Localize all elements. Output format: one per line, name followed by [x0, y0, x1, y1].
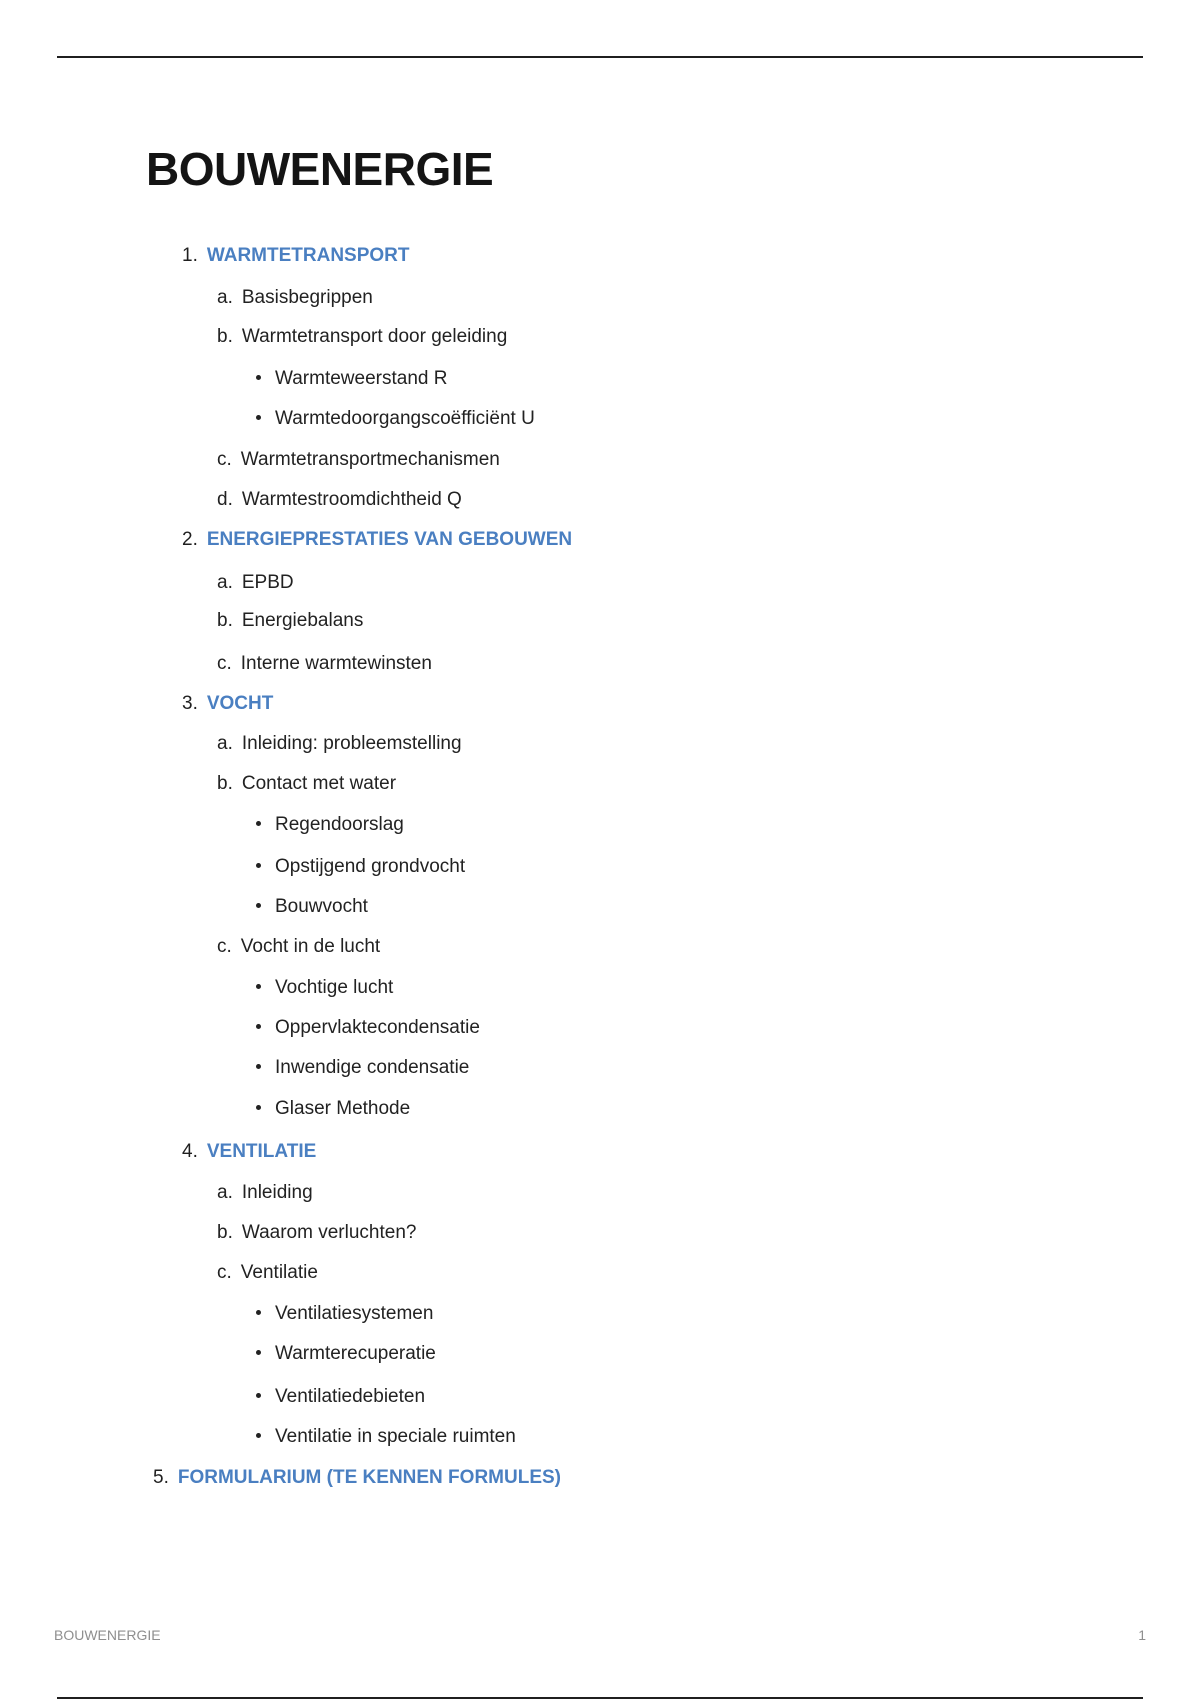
- bullet-icon: [256, 375, 261, 380]
- bullet-icon: [256, 821, 261, 826]
- toc-item[interactable]: [217, 653, 432, 675]
- toc-letter: c.: [217, 1262, 232, 1283]
- toc-letter: a.: [217, 572, 233, 593]
- toc-section-title: FORMULARIUM (TE KENNEN FORMULES): [177, 1467, 561, 1488]
- toc-letter: b.: [217, 326, 233, 347]
- toc-subitem[interactable]: [256, 1303, 433, 1325]
- bullet-icon: [256, 1105, 261, 1110]
- toc-letter: c.: [217, 653, 232, 674]
- toc-item[interactable]: [217, 773, 396, 795]
- toc-subitem[interactable]: [256, 1017, 480, 1039]
- toc-letter: b.: [217, 773, 233, 794]
- toc-item-label: Ventilatie: [240, 1262, 318, 1283]
- toc-item[interactable]: [217, 489, 462, 511]
- toc-letter: a.: [217, 733, 233, 754]
- toc-subitem-label: Warmteweerstand R: [275, 368, 448, 389]
- toc-subitem-label: Ventilatiedebieten: [275, 1386, 426, 1407]
- toc-item-label: Contact met water: [241, 773, 397, 794]
- toc-subitem-label: Ventilatiesystemen: [275, 1303, 434, 1324]
- toc-item-label: Inleiding: [241, 1182, 313, 1203]
- toc-section-4[interactable]: [182, 1141, 316, 1163]
- toc-section-5[interactable]: [153, 1467, 561, 1489]
- toc-subitem-label: Vochtige lucht: [275, 977, 394, 998]
- toc-letter: b.: [217, 1222, 233, 1243]
- toc-section-1[interactable]: [182, 245, 410, 267]
- toc-letter: d.: [217, 489, 233, 510]
- toc-subitem[interactable]: [256, 1386, 425, 1408]
- bullet-icon: [256, 415, 261, 420]
- footer-rule: [57, 1697, 1143, 1699]
- toc-section-title: VOCHT: [206, 693, 274, 714]
- bullet-icon: [256, 903, 261, 908]
- bullet-icon: [256, 1433, 261, 1438]
- toc-item-label: Basisbegrippen: [241, 287, 373, 308]
- toc-letter: c.: [217, 449, 232, 470]
- toc-subitem-label: Oppervlaktecondensatie: [275, 1017, 480, 1038]
- toc-item[interactable]: [217, 287, 373, 309]
- toc-item[interactable]: [217, 1262, 318, 1284]
- toc-item-label: Warmtestroomdichtheid Q: [241, 489, 462, 510]
- toc-item[interactable]: [217, 1222, 416, 1244]
- toc-item[interactable]: [217, 326, 507, 348]
- page-number: 1: [1138, 1627, 1146, 1643]
- bullet-icon: [256, 1024, 261, 1029]
- toc-item[interactable]: [217, 936, 380, 958]
- document-title: BOUWENERGIE: [146, 143, 494, 195]
- toc-subitem[interactable]: [256, 856, 465, 878]
- toc-letter: a.: [217, 287, 233, 308]
- toc-subitem[interactable]: [256, 368, 447, 390]
- toc-subitem[interactable]: [256, 1057, 469, 1079]
- toc-item-label: Warmtetransport door geleiding: [241, 326, 508, 347]
- toc-item-label: EPBD: [241, 572, 294, 593]
- bullet-icon: [256, 1350, 261, 1355]
- bullet-icon: [256, 1064, 261, 1069]
- toc-letter: b.: [217, 610, 233, 631]
- toc-subitem-label: Warmtedoorgangscoëfficiënt U: [275, 408, 535, 429]
- toc-subitem-label: Bouwvocht: [275, 896, 368, 917]
- toc-number: 3.: [182, 693, 198, 714]
- toc-subitem[interactable]: [256, 408, 535, 430]
- toc-number: 5.: [153, 1467, 169, 1488]
- toc-item-label: Waarom verluchten?: [241, 1222, 417, 1243]
- bullet-icon: [256, 863, 261, 868]
- toc-item-label: Vocht in de lucht: [240, 936, 381, 957]
- toc-subitem-label: Glaser Methode: [275, 1098, 411, 1119]
- toc-number: 2.: [182, 529, 198, 550]
- toc-section-3[interactable]: [182, 693, 273, 715]
- toc-subitem-label: Inwendige condensatie: [275, 1057, 470, 1078]
- toc-letter: a.: [217, 1182, 233, 1203]
- toc-section-2[interactable]: [182, 529, 572, 551]
- toc-section-title: ENERGIEPRESTATIES VAN GEBOUWEN: [206, 529, 573, 550]
- toc-section-title: WARMTETRANSPORT: [206, 245, 410, 266]
- header-rule: [57, 56, 1143, 58]
- toc-letter: c.: [217, 936, 232, 957]
- toc-item-label: Energiebalans: [241, 610, 364, 631]
- toc-subitem-label: Regendoorslag: [275, 814, 404, 835]
- toc-subitem[interactable]: [256, 977, 393, 999]
- toc-subitem[interactable]: [256, 896, 368, 918]
- bullet-icon: [256, 984, 261, 989]
- toc-subitem[interactable]: [256, 814, 404, 836]
- toc-section-title: VENTILATIE: [206, 1141, 317, 1162]
- toc-subitem-label: Warmterecuperatie: [275, 1343, 436, 1364]
- toc-item[interactable]: [217, 449, 500, 471]
- toc-item[interactable]: [217, 610, 363, 632]
- toc-subitem-label: Ventilatie in speciale ruimten: [275, 1426, 516, 1447]
- toc-subitem[interactable]: [256, 1098, 410, 1120]
- bullet-icon: [256, 1310, 261, 1315]
- toc-number: 4.: [182, 1141, 198, 1162]
- toc-subitem[interactable]: [256, 1343, 436, 1365]
- toc-number: 1.: [182, 245, 198, 266]
- toc-item[interactable]: [217, 733, 462, 755]
- toc-subitem-label: Opstijgend grondvocht: [275, 856, 466, 877]
- bullet-icon: [256, 1393, 261, 1398]
- toc-item[interactable]: [217, 1182, 313, 1204]
- toc-item[interactable]: [217, 572, 294, 594]
- toc-subitem[interactable]: [256, 1426, 516, 1448]
- toc-item-label: Warmtetransportmechanismen: [240, 449, 500, 470]
- toc-item-label: Inleiding: probleemstelling: [241, 733, 462, 754]
- toc-item-label: Interne warmtewinsten: [240, 653, 432, 674]
- footer-document-title: BOUWENERGIE: [54, 1627, 161, 1643]
